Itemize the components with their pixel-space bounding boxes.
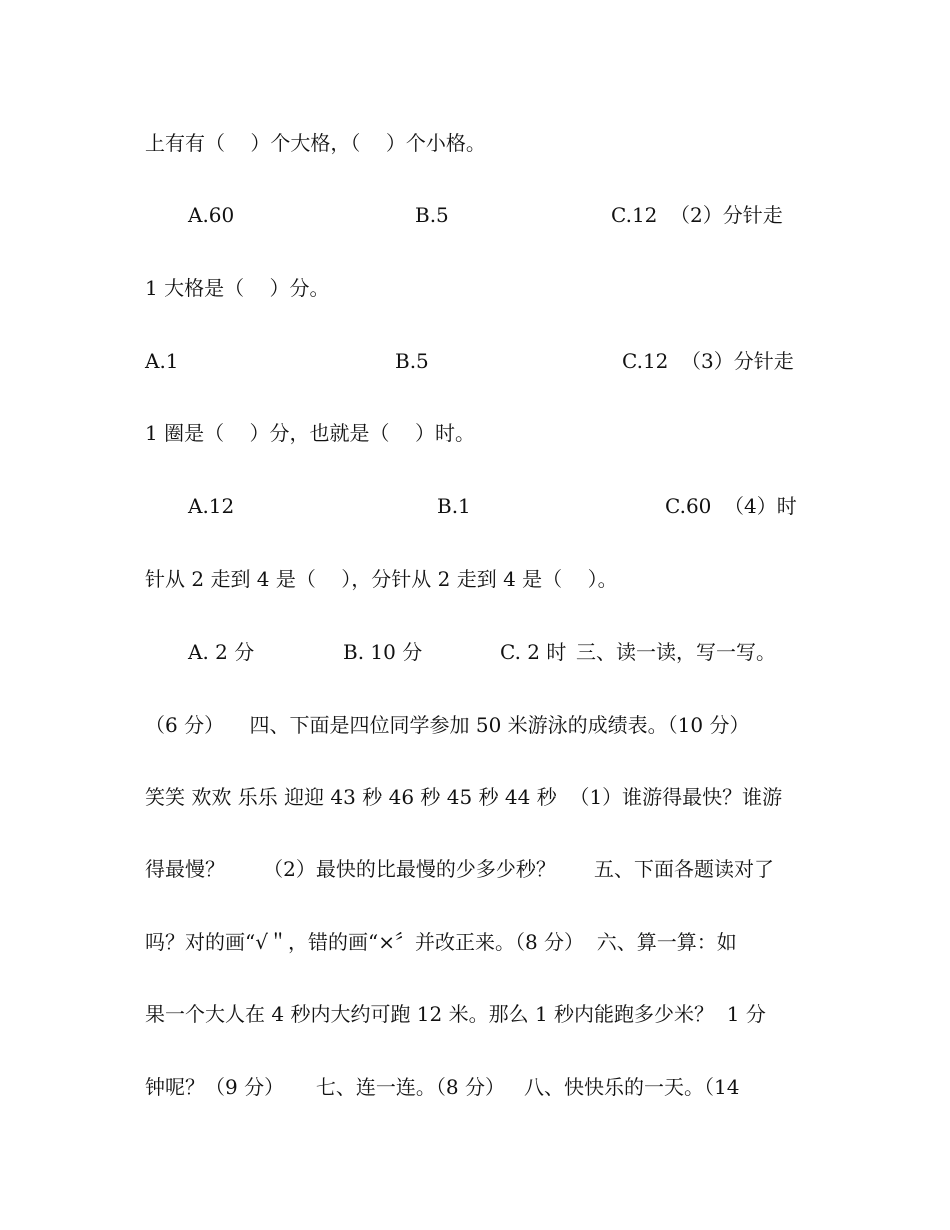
q2-option-a: A.1 (145, 349, 179, 373)
text-line-7: 得最慢？ （2）最快的比最慢的少多少秒？ 五、下面各题读对了 (145, 857, 775, 881)
q3-option-a: A.12 (188, 494, 235, 518)
text-line-2: 1 大格是（ ）分。 (145, 276, 330, 300)
text-line-8: 吗？对的画“√＂，错的画“×〞并改正来。（8 分） 六、算一算：如 (145, 930, 737, 954)
q2-option-b: B.5 (395, 349, 429, 373)
q1-option-b: B.5 (415, 203, 449, 227)
q4-option-a: A. 2 分 (188, 640, 255, 664)
text-line-1: 上有有（ ）个大格，（ ）个小格。 (145, 131, 486, 155)
section-3-heading: 三、读一读，写一写。 (576, 640, 776, 664)
text-line-3: 1 圈是（ ）分，也就是（ ）时。 (145, 421, 475, 445)
q4-option-b: B. 10 分 (343, 640, 423, 664)
q3-option-b: B.1 (437, 494, 471, 518)
q2-prompt-start: （2）分针走 (670, 203, 783, 227)
q1-option-a: A.60 (188, 203, 235, 227)
text-line-4: 针从 2 走到 4 是（ ），分针从 2 走到 4 是（ ）。 (145, 567, 618, 591)
q4-option-c: C. 2 时 (500, 640, 567, 664)
q2-option-c: C.12 (622, 349, 669, 373)
q1-option-c: C.12 (611, 203, 658, 227)
text-line-10: 钟呢？（9 分） 七、连一连。（8 分） 八、快快乐的一天。（14 (145, 1075, 740, 1099)
q3-option-c: C.60 (665, 494, 712, 518)
text-line-6: 笑笑 欢欢 乐乐 迎迎 43 秒 46 秒 45 秒 44 秒 （1）谁游得最快？谁游 (145, 785, 783, 809)
text-line-9: 果一个大人在 4 秒内大约可跑 12 米。那么 1 秒内能跑多少米？ 1 分 (145, 1002, 766, 1026)
text-line-5: （6 分） 四、下面是四位同学参加 50 米游泳的成绩表。（10 分） (145, 713, 750, 737)
q4-prompt-start: （4）时 (724, 494, 797, 518)
q3-prompt-start: （3）分针走 (681, 349, 794, 373)
